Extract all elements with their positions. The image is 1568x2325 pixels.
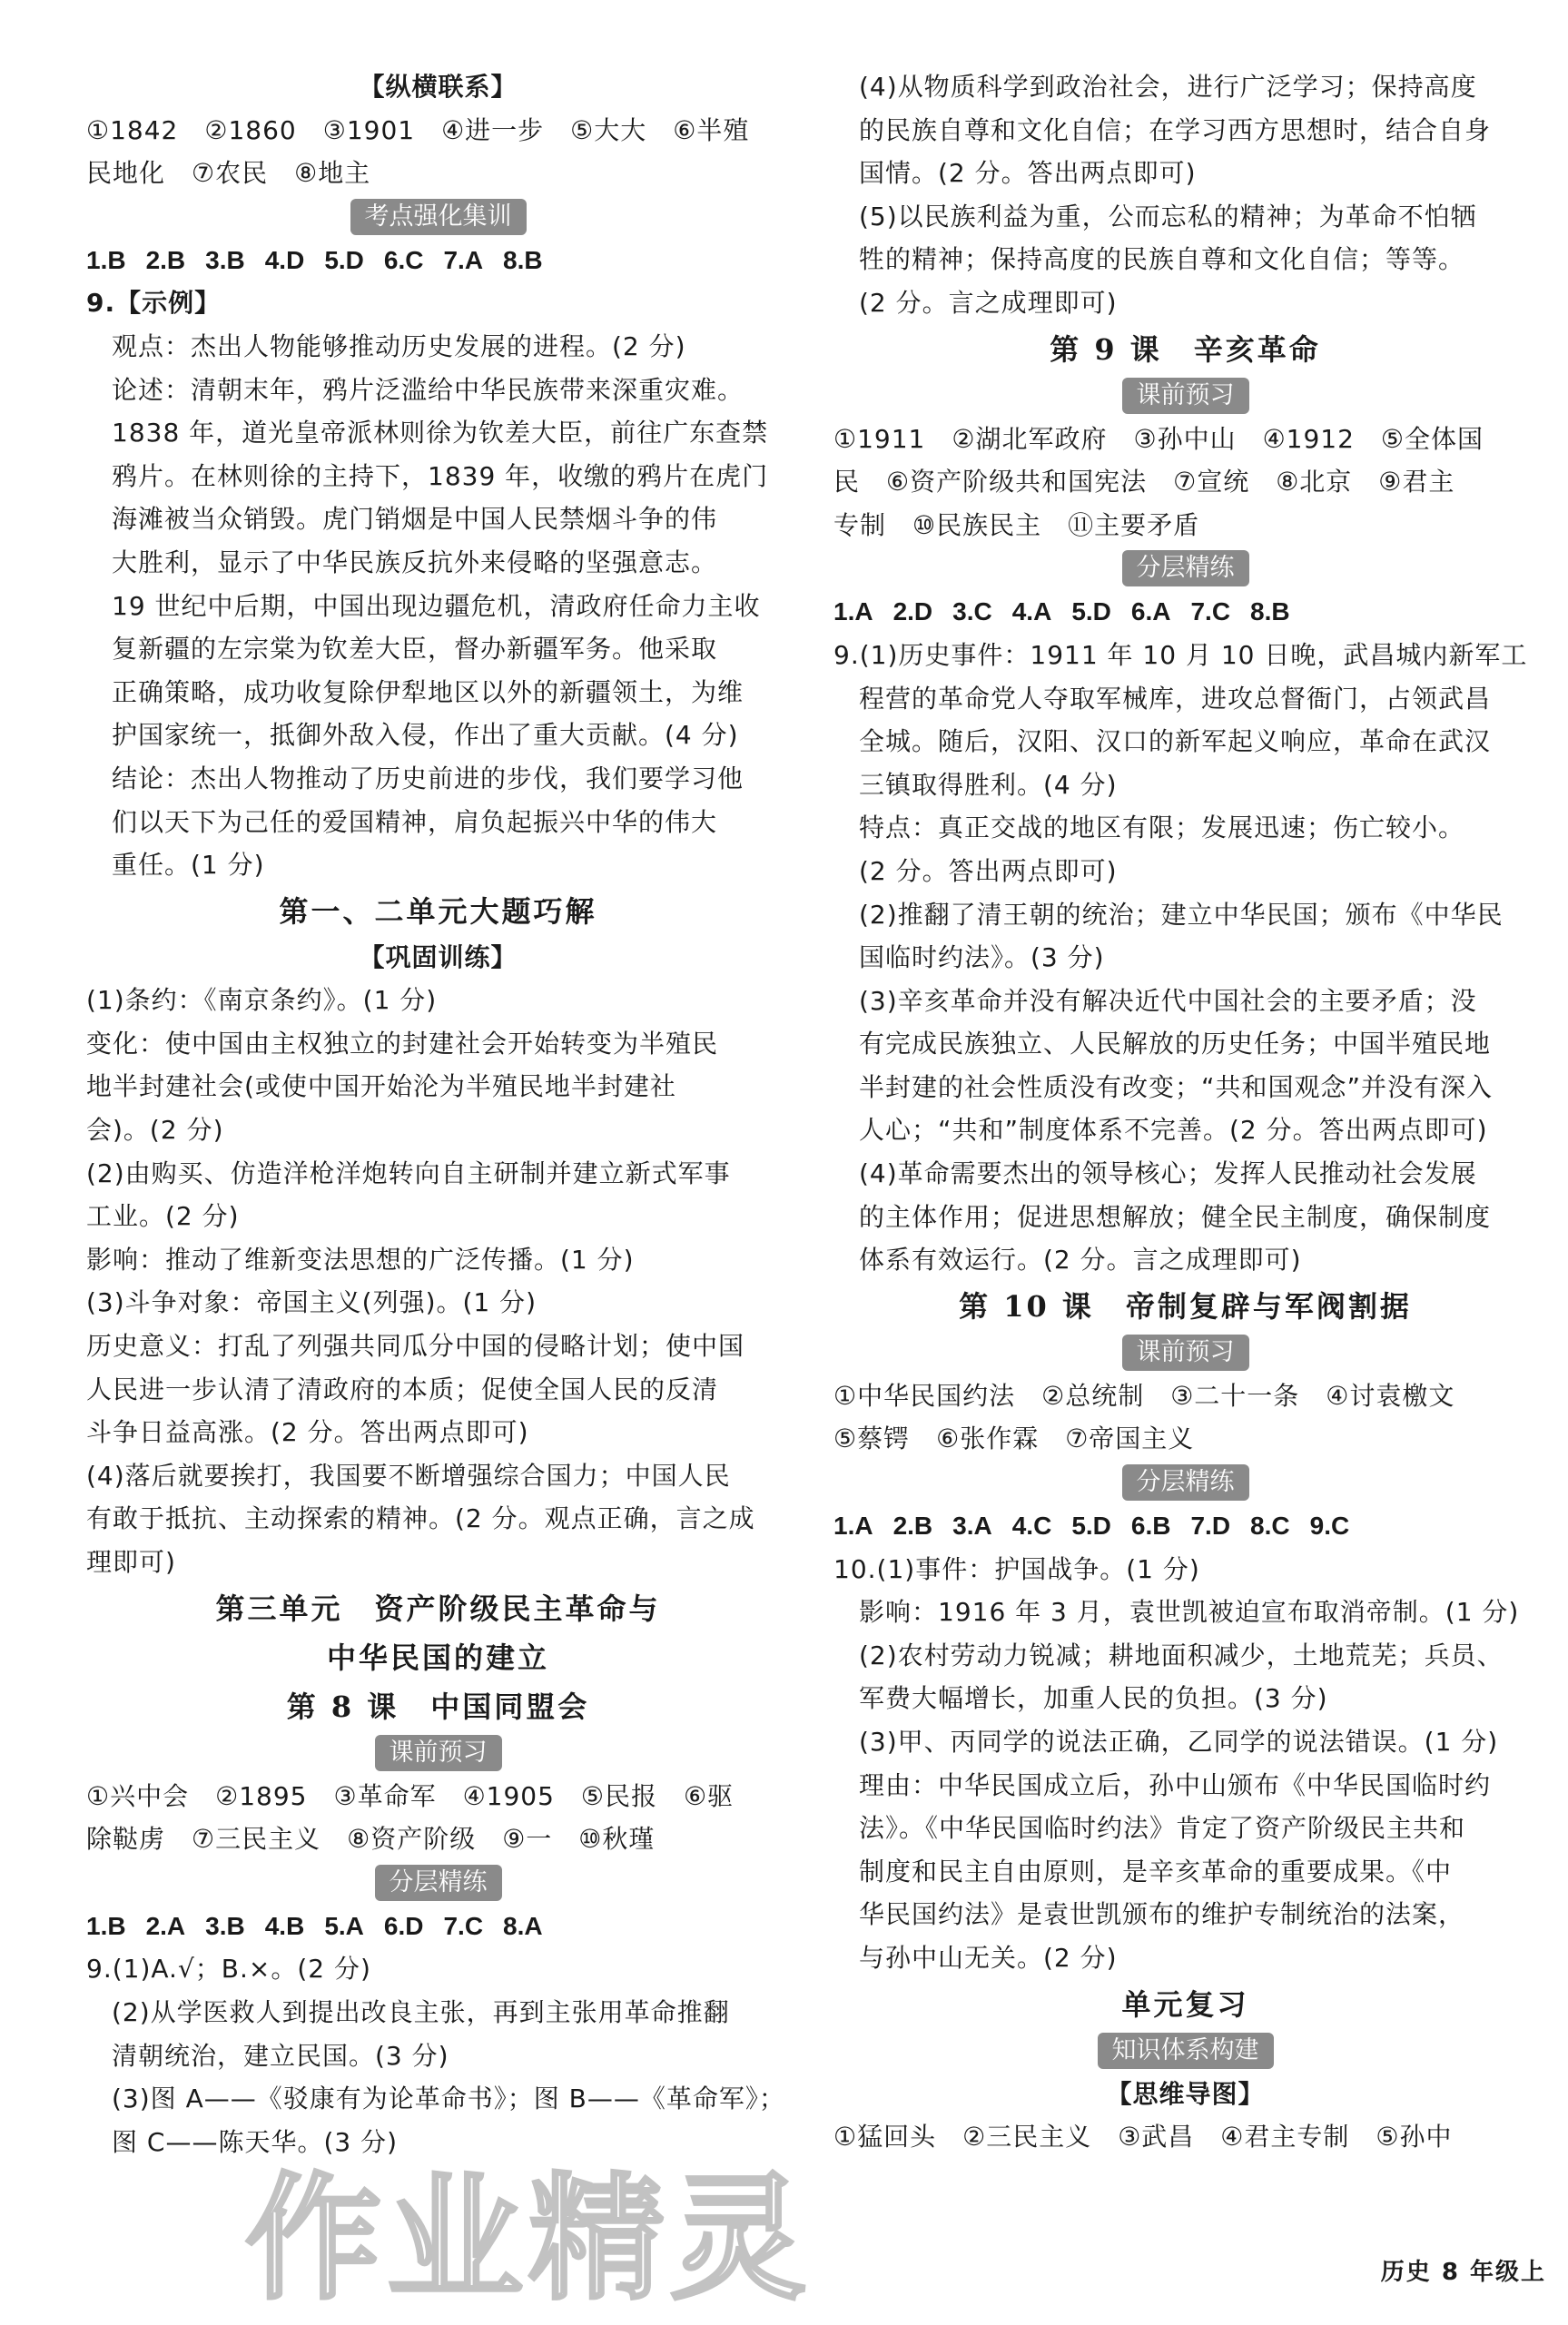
answer-line: 国情。(2 分。答出两点即可) [859, 158, 1197, 189]
kaodian-tag: 考点强化集训 [350, 199, 527, 235]
answer-line: 护国家统一，抵御外敌入侵，作出了重大贡献。(4 分) [112, 720, 739, 751]
answer-line: 变化：使中国由主权独立的封建社会开始转变为半殖民 [86, 1028, 719, 1059]
choice-answer: 4.D [264, 245, 305, 274]
l8-choices [86, 1905, 790, 1948]
l10-choices [833, 1504, 1537, 1548]
choice-answer: 1.A [833, 1512, 873, 1541]
choice-answer: 3.C [952, 597, 992, 626]
preview-tag: 课前预习 [375, 1735, 502, 1771]
mindmap-title: 【思维导图】 [1106, 2078, 1265, 2109]
answer-line: 理由：中华民国成立后，孙中山颁布《中华民国临时约 [859, 1769, 1492, 1800]
answer-line: 清朝统治，建立民国。(3 分) [112, 2040, 449, 2071]
preview-line: ①中华民国约法 ②总统制 ③二十一条 ④讨袁檄文 [833, 1380, 1455, 1411]
review-tag: 知识体系构建 [1098, 2033, 1274, 2069]
answer-line: 9.(1)A.√；B.×。(2 分) [86, 1954, 371, 1985]
lesson9-title: 第 9 课 辛亥革命 [1050, 331, 1321, 367]
answer-line: 法》。《中华民国临时约法》肯定了资产阶级民主共和 [859, 1813, 1466, 1844]
choice-answer: 8.C [1250, 1512, 1290, 1541]
choice-answer: 3.B [205, 1911, 245, 1940]
choice-answer: 6.A [1130, 597, 1171, 626]
answer-line: 地半封建社会(或使中国开始沦为半殖民地半封建社 [86, 1071, 676, 1102]
answer-line: 观点：杰出人物能够推动历史发展的进程。(2 分) [112, 330, 686, 361]
choice-answer: 4.A [1011, 597, 1052, 626]
answer-line: 体系有效运行。(2 分。言之成理即可) [859, 1245, 1302, 1276]
answer-line: (4)落后就要挨打，我国要不断增强综合国力；中国人民 [86, 1460, 731, 1491]
answer-line: (5)以民族利益为重，公而忘私的精神；为革命不怕牺 [859, 201, 1477, 232]
choice-answer: 2.A [145, 1911, 186, 1940]
choice-answer: 6.B [1130, 1512, 1171, 1541]
mindmap-line: ①猛回头 ②三民主义 ③武昌 ④君主专制 ⑤孙中 [833, 2122, 1453, 2153]
answer-line: 结论：杰出人物推动了历史前进的步伐，我们要学习他 [112, 763, 745, 793]
gonggu-title: 【巩固训练】 [359, 941, 518, 972]
choice-answer: 7.D [1190, 1512, 1231, 1541]
kaodian-choices [86, 239, 790, 282]
choice-answer: 1.A [833, 597, 873, 626]
preview-tag: 课前预习 [1122, 1335, 1249, 1371]
answer-line: (1)条约：《南京条约》。(1 分) [86, 985, 438, 1016]
lesson10-title: 第 10 课 帝制复辟与军阀割据 [959, 1288, 1412, 1324]
lesson8-title: 第 8 课 中国同盟会 [286, 1689, 590, 1724]
choice-answer: 8.B [503, 245, 543, 274]
answer-line: 斗争日益高涨。(2 分。答出两点即可) [86, 1417, 529, 1448]
answer-line: 图 C——陈天华。(3 分) [112, 2126, 399, 2157]
answer-line: 历史意义：打乱了列强共同瓜分中国的侵略计划；使中国 [86, 1331, 745, 1362]
answer-line: (2)从学医救人到提出改良主张，再到主张用革命推翻 [112, 1996, 730, 2027]
choice-answer: 1.B [86, 245, 126, 274]
answer-line: 理即可) [86, 1547, 176, 1577]
choice-answer: 7.C [443, 1911, 484, 1940]
answer-line: 有敢于抵抗、主动探索的精神。(2 分。观点正确，言之成 [86, 1503, 755, 1534]
answer-line: 工业。(2 分) [86, 1201, 240, 1232]
answer-line: 半封建的社会性质没有改变；“共和国观念”并没有深入 [859, 1071, 1494, 1102]
choice-answer: 5.A [324, 1911, 364, 1940]
answer-line: 大胜利，显示了中华民族反抗外来侵略的坚强意志。 [112, 547, 718, 577]
answer-line: (3)图 A——《驳康有为论革命书》；图 B——《革命军》； [112, 2084, 785, 2114]
choice-answer: 9.C [1309, 1512, 1350, 1541]
answer-line: 国临时约法》。(3 分) [859, 942, 1105, 973]
answer-line: 海滩被当众销毁。虎门销烟是中国人民禁烟斗争的伟 [112, 504, 718, 535]
answer-line: 的主体作用；促进思想解放；健全民主制度，确保制度 [859, 1201, 1492, 1232]
choice-answer: 6.C [383, 245, 424, 274]
practice-tag: 分层精练 [1122, 550, 1249, 586]
answer-line: 的民族自尊和文化自信；在学习西方思想时，结合自身 [859, 114, 1492, 145]
unit3-title: 第三单元 资产阶级民主革命与 [215, 1591, 661, 1626]
l9-choices [833, 590, 1537, 634]
answer-line: 论述：清朝末年，鸦片泛滥给中华民族带来深重灾难。 [112, 374, 745, 405]
choice-answer: 2.D [892, 597, 933, 626]
answer-line: 复新疆的左宗棠为钦差大臣，督办新疆军务。他采取 [112, 634, 718, 665]
answer-line: 1838 年，道光皇帝派林则徐为钦差大臣，前往广东查禁 [112, 418, 769, 448]
answer-line: 会)。(2 分) [86, 1115, 224, 1146]
choice-answer: 5.D [1071, 597, 1111, 626]
page-footer: 历史 8 年级上 [1380, 2259, 1546, 2286]
choice-answer: 6.D [383, 1911, 424, 1940]
answer-line: 程营的革命党人夺取军械库，进攻总督衙门，占领武昌 [859, 683, 1492, 714]
choice-answer: 7.A [443, 245, 484, 274]
choice-answer: 5.D [1071, 1512, 1111, 1541]
unit3-title: 中华民国的建立 [326, 1640, 549, 1675]
answer-line: (2)农村劳动力锐减；耕地面积减少，土地荒芜；兵员、 [859, 1640, 1504, 1670]
answer-line: 10.(1)事件：护国战争。(1 分) [833, 1553, 1200, 1584]
preview-line: ⑤蔡锷 ⑥张作霖 ⑦帝国主义 [833, 1424, 1195, 1454]
answer-line: (4)革命需要杰出的领导核心；发挥人民推动社会发展 [859, 1158, 1477, 1189]
answer-line: 与孙中山无关。(2 分) [859, 1942, 1118, 1973]
choice-answer: 8.A [503, 1911, 543, 1940]
choice-answer: 3.A [952, 1512, 992, 1541]
review-title: 单元复习 [1121, 1986, 1249, 2022]
answer-line: 正确策略，成功收复除伊犁地区以外的新疆领土，为维 [112, 676, 745, 707]
answer-line: 军费大幅增长，加重人民的负担。(3 分) [859, 1683, 1328, 1714]
preview-line: ①1911 ②湖北军政府 ③孙中山 ④1912 ⑤全体国 [833, 423, 1484, 454]
preview-line: 民 ⑥资产阶级共和国宪法 ⑦宣统 ⑧北京 ⑨君主 [833, 467, 1455, 498]
choice-answer: 3.B [205, 245, 245, 274]
answer-line: 影响：1916 年 3 月，袁世凯被迫宣布取消帝制。(1 分) [859, 1597, 1520, 1628]
choice-answer: 8.B [1250, 597, 1290, 626]
unit12-title: 第一、二单元大题巧解 [279, 893, 597, 929]
preview-line: ①兴中会 ②1895 ③革命军 ④1905 ⑤民报 ⑥驱 [86, 1780, 735, 1811]
answer-line: 影响：推动了维新变法思想的广泛传播。(1 分) [86, 1244, 635, 1275]
answer-line: (2 分。言之成理即可) [859, 287, 1118, 318]
zongheng-line: ①1842 ②1860 ③1901 ④进一步 ⑤大大 ⑥半殖 [86, 114, 750, 145]
answer-line: 华民国约法》是袁世凯颁布的维护专制统治的法案， [859, 1899, 1465, 1930]
preview-tag: 课前预习 [1122, 378, 1249, 414]
answer-line: 人民进一步认清了清政府的本质；促使全国人民的反清 [86, 1374, 719, 1404]
left-column [86, 65, 790, 2163]
answer-line: 鸦片。在林则徐的主持下，1839 年，收缴的鸦片在虎门 [112, 460, 769, 491]
answer-line: (2 分。答出两点即可) [859, 855, 1118, 886]
practice-tag: 分层精练 [1122, 1464, 1249, 1501]
choice-answer: 4.C [1011, 1512, 1052, 1541]
zongheng-title: 【纵横联系】 [359, 72, 518, 102]
answer-line: (3)辛亥革命并没有解决近代中国社会的主要矛盾；没 [859, 985, 1477, 1016]
choice-answer: 4.B [264, 1911, 305, 1940]
choice-answer: 5.D [324, 245, 364, 274]
answer-line: 牲的精神；保持高度的民族自尊和文化自信；等等。 [859, 244, 1465, 275]
answer-line: 特点：真正交战的地区有限；发展迅速；伤亡较小。 [859, 813, 1465, 843]
answer-line: (2)由购买、仿造洋枪洋炮转向自主研制并建立新式军事 [86, 1158, 731, 1188]
right-column [833, 65, 1537, 2159]
answer-line: 重任。(1 分) [112, 850, 265, 881]
answer-line: 全城。随后，汉阳、汉口的新军起义响应，革命在武汉 [859, 726, 1492, 757]
answer-line: (3)斗争对象：帝国主义(列强)。(1 分) [86, 1287, 537, 1318]
choice-answer: 2.B [892, 1512, 933, 1541]
choice-answer: 2.B [145, 245, 186, 274]
answer-line: 人心；“共和”制度体系不完善。(2 分。答出两点即可) [859, 1115, 1488, 1146]
answer-line: (2)推翻了清王朝的统治；建立中华民国；颁布《中华民 [859, 899, 1504, 930]
answer-line: (4)从物质科学到政治社会，进行广泛学习；保持高度 [859, 72, 1477, 102]
answer-line: 制度和民主自由原则，是辛亥革命的重要成果。《中 [859, 1856, 1453, 1887]
answer-line: 有完成民族独立、人民解放的历史任务；中国半殖民地 [859, 1029, 1492, 1059]
q9-title: 9.【示例】 [86, 288, 222, 319]
zongheng-line: 民地化 ⑦农民 ⑧地主 [86, 158, 371, 189]
answer-line: 9.(1)历史事件：1911 年 10 月 10 日晚，武昌城内新军工 [833, 639, 1528, 670]
preview-line: 除鞑虏 ⑦三民主义 ⑧资产阶级 ⑨一 ⑩秋瑾 [86, 1824, 656, 1855]
choice-answer: 1.B [86, 1911, 126, 1940]
answer-line: 19 世纪中后期，中国出现边疆危机，清政府任命力主收 [112, 590, 761, 621]
choice-answer: 7.C [1190, 597, 1231, 626]
watermark: 作业精灵 [245, 2161, 813, 2319]
answer-line: 们以天下为己任的爱国精神，肩负起振兴中华的伟大 [112, 806, 718, 837]
answer-line: 三镇取得胜利。(4 分) [859, 769, 1118, 800]
answer-line: (3)甲、丙同学的说法正确，乙同学的说法错误。(1 分) [859, 1727, 1499, 1757]
preview-line: 专制 ⑩民族民主 ⑪主要矛盾 [833, 509, 1200, 540]
practice-tag: 分层精练 [375, 1865, 502, 1901]
